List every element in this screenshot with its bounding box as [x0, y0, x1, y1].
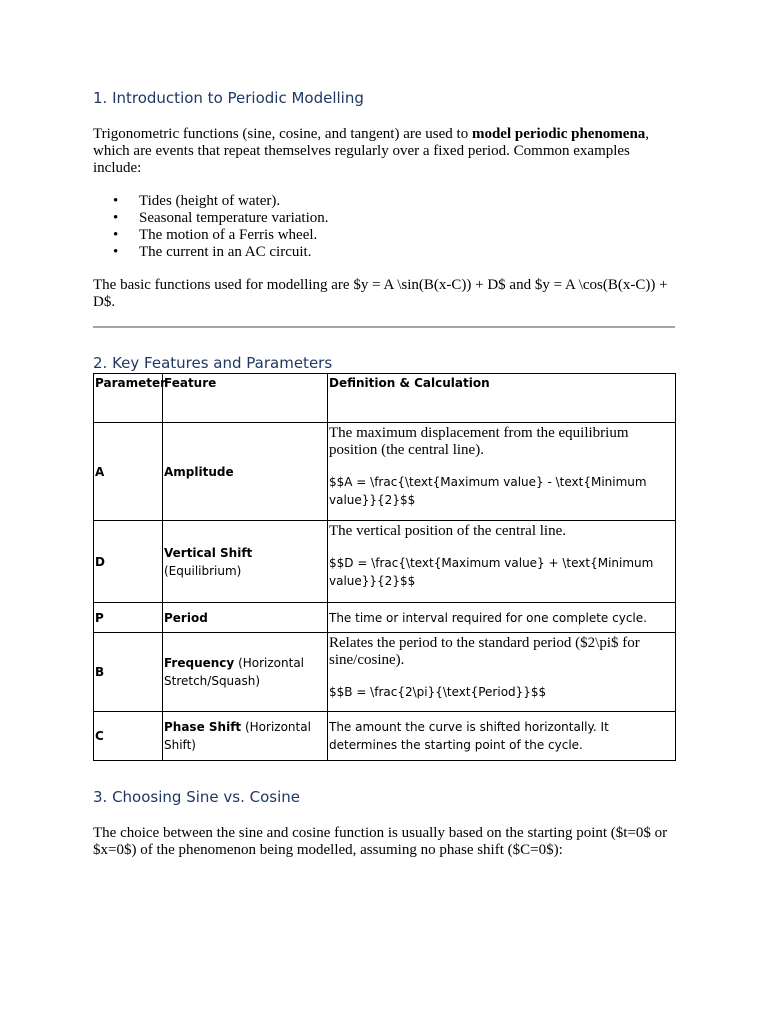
definition-cell [328, 423, 676, 521]
param-cell: B [94, 633, 163, 712]
list-item: • The motion of a Ferris wheel. [113, 227, 329, 244]
definition-text: The maximum displacement from the equilibrium position (the central line). [329, 425, 629, 458]
list-item: • Seasonal temperature variation. [113, 210, 329, 227]
table-row [94, 603, 676, 633]
param-cell: C [94, 712, 163, 761]
feature-name: Amplitude [164, 464, 234, 479]
intro-text-start: Trigonometric functions (sine, cosine, and tangent) are used to [93, 126, 472, 142]
section-divider [93, 326, 675, 328]
basic-functions-paragraph: The basic functions used for modelling are $y = A \sin(B(x-C)) + D$ and $y = A \cos(B(x-C)) + D$. [93, 277, 668, 310]
definition-cell [328, 521, 676, 603]
table-row [94, 633, 676, 712]
table-header-row [94, 374, 676, 423]
formula-text: $$A = \frac{\text{Maximum value} - \text{Minimum value}}{2}$$ [329, 475, 647, 507]
list-item: • Tides (height of water). [113, 193, 329, 210]
section-1-heading: 1. Introduction to Periodic Modelling [93, 89, 364, 107]
feature-name: Phase Shift [164, 720, 242, 734]
table-row [94, 423, 676, 521]
feature-name: Frequency [164, 656, 235, 670]
param-cell: A [94, 423, 163, 521]
param-cell: D [94, 521, 163, 603]
feature-name: Period [164, 610, 208, 625]
formula-text: $$B = \frac{2\pi}{\text{Period}}$$ [329, 685, 547, 699]
feature-cell [163, 603, 328, 633]
sine-cosine-paragraph: The choice between the sine and cosine function is usually based on the starting point ($t=0$ or $x=0$) of the phenomenon being modelled, assuming no phase shift ($C=0$): [93, 825, 668, 858]
header-feature: Feature [163, 374, 328, 423]
feature-cell [163, 423, 328, 521]
feature-note: (Equilibrium) [164, 563, 242, 578]
feature-name: Vertical Shift [164, 545, 253, 560]
definition-text: The vertical position of the central line. [329, 523, 566, 539]
section-2-heading: 2. Key Features and Parameters [93, 354, 333, 372]
param-cell: P [94, 603, 163, 633]
table-row [94, 521, 676, 603]
list-item: • The current in an AC circuit. [113, 244, 329, 261]
header-definition: Definition & Calculation [328, 374, 676, 423]
table-row [94, 712, 676, 761]
feature-cell [163, 712, 328, 761]
feature-cell [163, 521, 328, 603]
intro-text-end: , which are events that repeat themselves regularly over a fixed period. Common examples include: [93, 126, 650, 176]
header-parameter: Parameter [94, 374, 163, 423]
feature-note: (Horizontal Stretch/Squash) [164, 656, 305, 688]
definition-text: Relates the period to the standard period ($2\pi$ for sine/cosine). [329, 635, 640, 668]
definition-cell [328, 633, 676, 712]
parameters-table [93, 373, 676, 761]
intro-bold-phrase: model periodic phenomena [471, 126, 646, 142]
intro-paragraph [93, 126, 675, 177]
examples-list [113, 193, 329, 261]
feature-note: (Horizontal Shift) [164, 720, 311, 752]
definition-cell: The time or interval required for one complete cycle. [328, 603, 676, 633]
section-3-heading: 3. Choosing Sine vs. Cosine [93, 788, 300, 806]
feature-cell [163, 633, 328, 712]
definition-cell: The amount the curve is shifted horizontally. It determines the starting point of the cycle. [328, 712, 676, 761]
formula-text: $$D = \frac{\text{Maximum value} + \text{Minimum value}}{2}$$ [329, 556, 654, 588]
